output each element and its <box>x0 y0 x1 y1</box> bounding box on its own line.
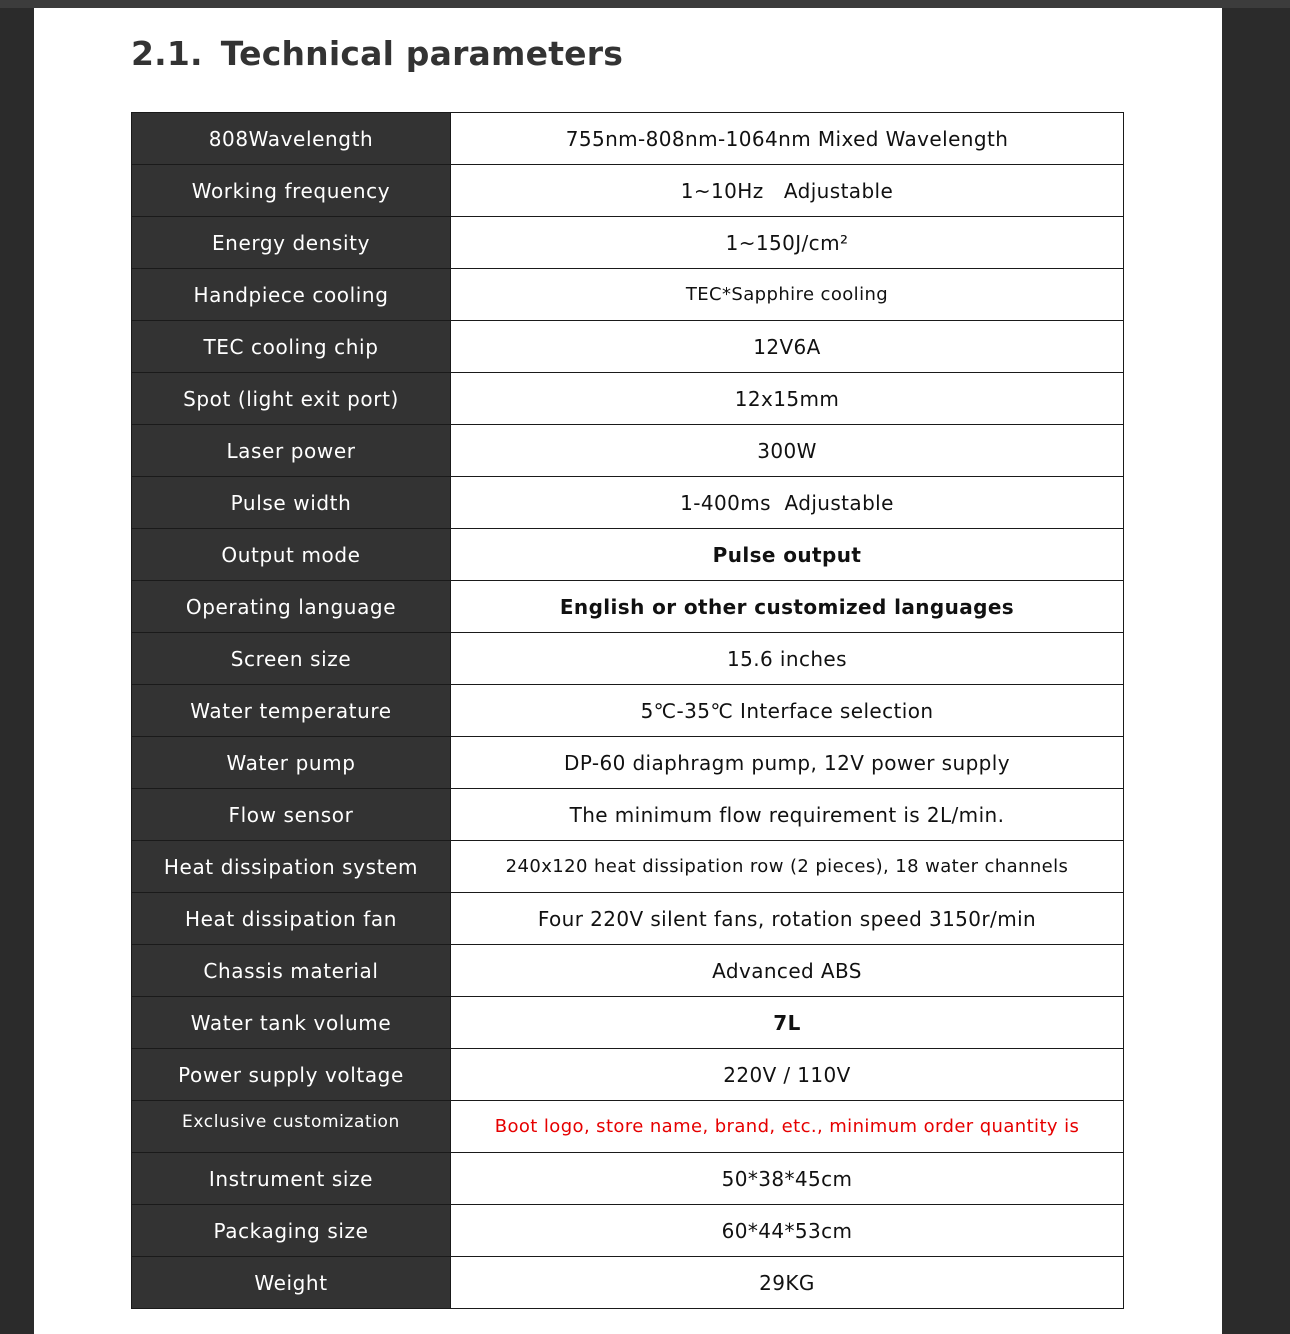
param-label: Chassis material <box>132 945 451 997</box>
param-value-highlighted: Boot logo, store name, brand, etc., minimum order quantity is <box>451 1101 1124 1153</box>
table-row <box>132 633 1124 685</box>
table-row <box>132 737 1124 789</box>
param-value: 5℃-35℃ Interface selection <box>451 685 1124 737</box>
param-value: Advanced ABS <box>451 945 1124 997</box>
table-row <box>132 997 1124 1049</box>
param-value: 220V / 110V <box>451 1049 1124 1101</box>
param-value: The minimum flow requirement is 2L/min. <box>451 789 1124 841</box>
param-value: DP-60 diaphragm pump, 12V power supply <box>451 737 1124 789</box>
table-row <box>132 1205 1124 1257</box>
param-value: English or other customized languages <box>451 581 1124 633</box>
table-row <box>132 841 1124 893</box>
table-row <box>132 165 1124 217</box>
param-label: Operating language <box>132 581 451 633</box>
param-label: Water tank volume <box>132 997 451 1049</box>
param-label: Energy density <box>132 217 451 269</box>
param-value: 1~150J/cm² <box>451 217 1124 269</box>
table-row <box>132 945 1124 997</box>
param-value: 15.6 inches <box>451 633 1124 685</box>
param-label: TEC cooling chip <box>132 321 451 373</box>
param-value: 7L <box>451 997 1124 1049</box>
table-row <box>132 113 1124 165</box>
table-row <box>132 1153 1124 1205</box>
param-value: 60*44*53cm <box>451 1205 1124 1257</box>
table-row <box>132 321 1124 373</box>
table-row <box>132 425 1124 477</box>
table-row <box>132 373 1124 425</box>
table-row <box>132 893 1124 945</box>
section-title <box>131 34 623 73</box>
param-label: Screen size <box>132 633 451 685</box>
param-value: 1-400ms Adjustable <box>451 477 1124 529</box>
param-label: Weight <box>132 1257 451 1309</box>
table-row <box>132 217 1124 269</box>
table-row <box>132 1049 1124 1101</box>
table-row <box>132 581 1124 633</box>
technical-parameters-table <box>131 112 1124 1309</box>
table-row <box>132 477 1124 529</box>
param-value: 755nm-808nm-1064nm Mixed Wavelength <box>451 113 1124 165</box>
param-label: Heat dissipation fan <box>132 893 451 945</box>
param-label: 808Wavelength <box>132 113 451 165</box>
table-row <box>132 685 1124 737</box>
param-label: Output mode <box>132 529 451 581</box>
viewer-top-bar <box>0 0 1290 8</box>
param-value: Four 220V silent fans, rotation speed 3150r/min <box>451 893 1124 945</box>
param-value: TEC*Sapphire cooling <box>451 269 1124 321</box>
param-label: Handpiece cooling <box>132 269 451 321</box>
param-label: Exclusive customization <box>132 1101 451 1153</box>
param-label: Spot (light exit port) <box>132 373 451 425</box>
param-value: 240x120 heat dissipation row (2 pieces), 18 water channels <box>451 841 1124 893</box>
table-row <box>132 269 1124 321</box>
param-label: Heat dissipation system <box>132 841 451 893</box>
section-number: 2.1. <box>131 34 203 73</box>
param-label: Packaging size <box>132 1205 451 1257</box>
param-value: 300W <box>451 425 1124 477</box>
table-row <box>132 789 1124 841</box>
param-value: 29KG <box>451 1257 1124 1309</box>
document-page <box>34 8 1222 1334</box>
param-label: Flow sensor <box>132 789 451 841</box>
table-row <box>132 1257 1124 1309</box>
param-value: 12x15mm <box>451 373 1124 425</box>
param-value: 50*38*45cm <box>451 1153 1124 1205</box>
param-label: Working frequency <box>132 165 451 217</box>
param-value: 12V6A <box>451 321 1124 373</box>
table-row <box>132 1101 1124 1153</box>
param-value: Pulse output <box>451 529 1124 581</box>
param-label: Water temperature <box>132 685 451 737</box>
param-value: 1~10Hz Adjustable <box>451 165 1124 217</box>
param-label: Laser power <box>132 425 451 477</box>
param-label: Water pump <box>132 737 451 789</box>
param-label: Pulse width <box>132 477 451 529</box>
param-label: Power supply voltage <box>132 1049 451 1101</box>
param-label: Instrument size <box>132 1153 451 1205</box>
section-title-text: Technical parameters <box>220 34 624 73</box>
table-row <box>132 529 1124 581</box>
